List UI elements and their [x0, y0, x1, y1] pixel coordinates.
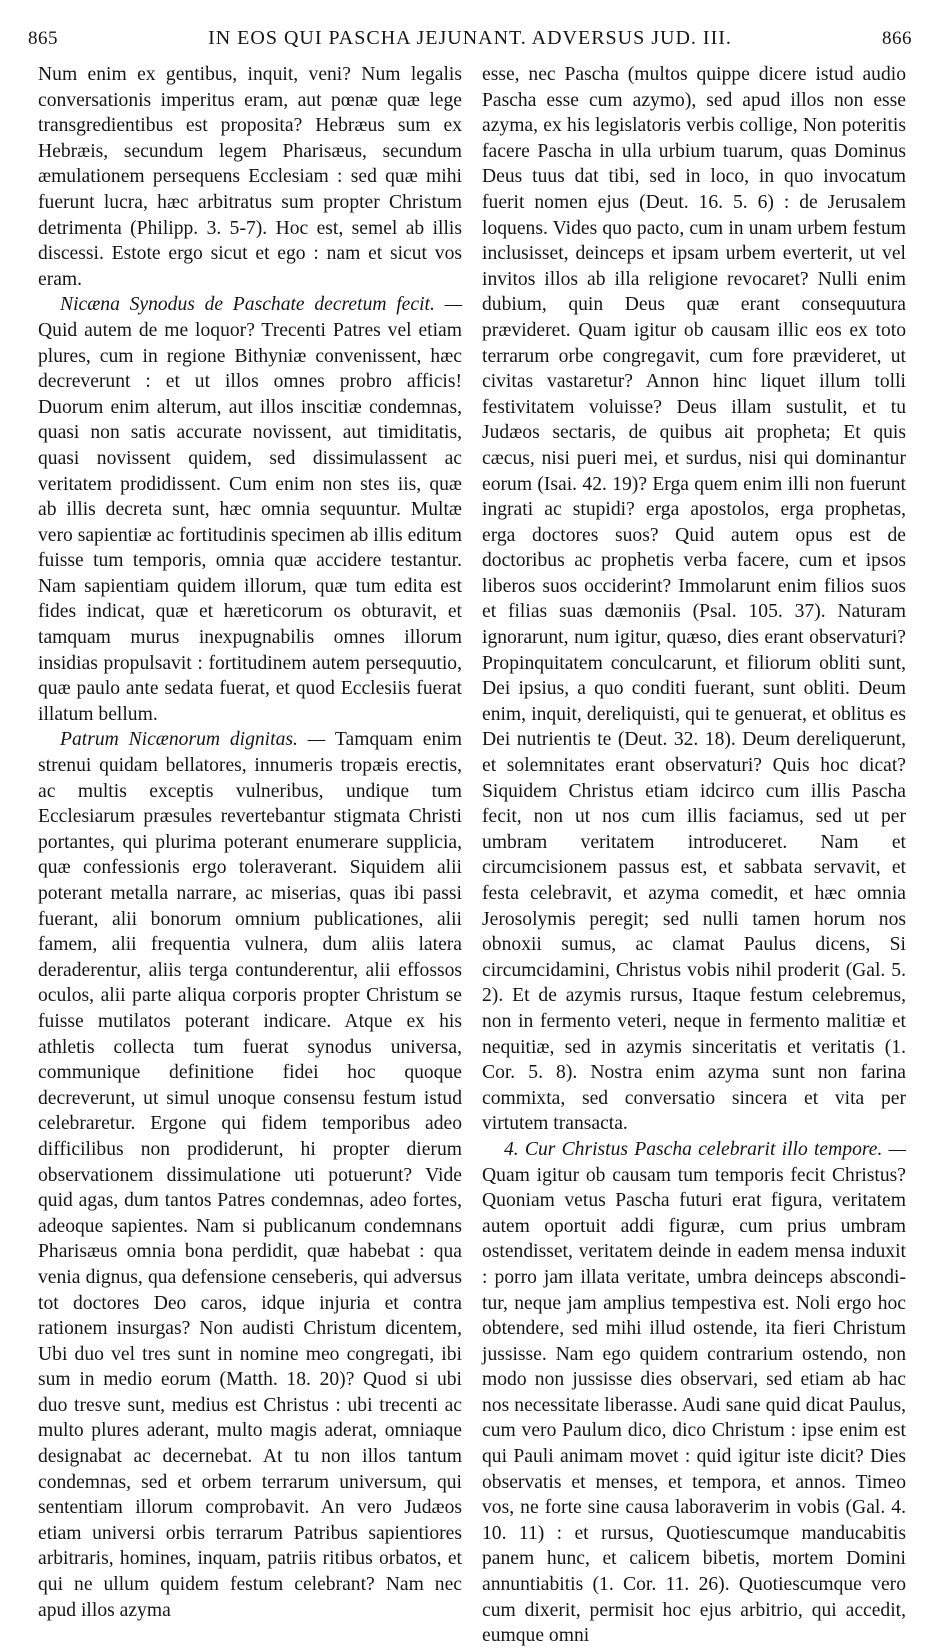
left-column: [38, 62, 462, 1623]
paragraph: [482, 1137, 906, 1649]
paragraph-text: Quam igitur ob causam tum temporis fecit Christus? Quoniam vetus Pascha futuri erat figura, veritatem autem oportuit addi figuræ, cum prius umbram ostendisset, veritatem deinde in eadem mensa induxit : porro jam illata veritate, umbra deinceps abscondi-tur, neque jam amplius tempestiva est. Noli ergo hoc obtendere, sed mihi illud ostende, ita fieri Christum jussisse. Nam ego quidem contrarium ostendo, non modo non jussisse dies observari, sed etiam ab hac nos necessitate liberasse. Audi sane quid dicat Paulus, cum vero Paulum dico, dico Christum : ipse enim est qui Pauli animam movet : quid igitur iste dicit? Dies observatis et menses, et tempora, et annos. Timeo vos, ne forte sine causa laboraverim in vobis (Gal. 4. 10. 11) : et rursus, Quotiescumque manducabitis panem hunc, et calicem bibetis, mortem Domini annuntiabitis (1. Cor. 11. 26). Quotiescumque vero cum dixerit, permisit hoc ejus arbitrio, qui accedit, eumque omni: [482, 1164, 906, 1647]
paragraph: [38, 62, 462, 292]
paragraph: [38, 292, 462, 727]
paragraph: [38, 727, 462, 1623]
section-heading: Nicæna Synodus de Paschate decretum fecit. —: [60, 294, 462, 316]
running-header: [28, 20, 912, 50]
paragraph-text: Tamquam enim strenui quidam bellatores, innumeris tropæis erectis, ac multis exceptis vulneribus, undique tum Ecclesiarum præsules revertebantur stigmata Christi portantes, qui plurima poterant enumerare supplicia, quæ confessionis ergo toleraverant. Siquidem alii poterant metalla narrare, ac miserias, quas ibi passi fuerant, alii bonorum omnium publicationes, alii famem, alii frequentia vulnera, dum aliis latera deraderentur, aliis terga contunderentur, alii effossos oculos, alii parte aliqua corporis propter Christum se fuisse mutilatos poterant indicare. Atque ex his athletis collecta tum fuerat synodus universa, communique definitione fidei hoc quoque decreverunt, ut simul unoque consensu festum istud celebraretur. Ergone qui fidem temporibus adeo difficilibus non prodiderunt, hi propter dierum observationem dissimulatione uti potuerunt? Vide quid agas, dum tantos Patres condemnas, adeo fortes, adeoque sapientes. Nam si publicanum condemnans Pharisæus omnia bona perdidit, quæ habebat : qua venia dignus, qua defensione censeberis, qui adversus tot doctores Deo caros, idque injuria et contra rationem insurgas? Non audisti Christum dicentem, Ubi duo vel tres sunt in nomine meo congregati, ibi sum in medio eorum (Matth. 18. 20)? Quod si ubi duo tresve sunt, medius est Christus : ubi trecenti ac multo plures aderant, multo magis aderat, omniaque designabat ac decernebat. At tu non illos tantum condemnas, sed et orbem terrarum universum, qui sententiam illorum comprobavit. An vero Judæos etiam universi orbis terrarum Patribus sapientiores arbitraris, homines, inquam, patriis ritibus orbatos, et qui ne ullum quidem festum celebrant? Nam nec apud illos azyma: [38, 729, 462, 1621]
right-column: [482, 62, 906, 1649]
paragraph-text: Quid autem de me loquor? Trecenti Patres vel etiam plures, cum in regione Bithyniæ convenissent, hæc decreverunt : et ut illos omnes probro afficis! Duorum enim alterum, aut illos inscitiæ condemnas, quasi non satis accurate novissent, aut timiditatis, quasi novissent quidem, sed dissimulassent ac veritatem prodidissent. Cum enim non stes iis, quæ ab illis decreta sunt, hæc omnia sequuntur. Multæ vero sapientiæ ac fortitudinis specimen ab illis editum fuisse tum temporis, omnia quæ accidere testantur. Nam sapientiam quidem illorum, quæ tum edita est fides indicat, quæ et hæreticorum os obturavit, et tamquam murus inexpugnabilis omnes illorum insidias propulsavit : fortitudinem autem persequutio, quæ paulo ante sedata fuerat, et quod Ecclesiis fuerat illatum bellum.: [38, 319, 462, 725]
running-title: IN EOS QUI PASCHA JEJUNANT. ADVERSUS JUD. III.: [208, 27, 732, 49]
paragraph-text: esse, nec Pascha (multos quippe dicere istud audio Pascha esse cum azymo), sed apud illos non esse azyma, ex his legislatoris verbis collige, Non poteritis facere Pascha in ulla urbium tuarum, quas Dominus Deus tuus dat tibi, sed in loco, in quo invocatum fuerit nomen ejus (Deut. 16. 5. 6) : de Jerusalem loquens. Vides quo pacto, cum in unam urbem festum inclusisset, deinceps et ipsam urbem everterit, ut vel invitos illos ab illa religione revocaret? Nulli enim dubium, quin Deus quæ erant consequutura prævideret. Quam igitur ob causam illic eos ex toto terrarum orbe congregavit, cum fore prævideret, ut civitas vastaretur? Annon hinc liquet illum tolli festivitatem voluisse? Deus illam sustulit, et tu Judæos sectaris, de quibus ait propheta; Et quis cæcus, nisi pueri mei, et surdus, nisi qui dominantur eorum (Isai. 42. 19)? Erga quem enim illi non fuerunt ingrati ac stupidi? erga apostolos, erga prophetas, erga doctores suos? Quid autem opus est de doctoribus ac prophetis verba facere, cum et ipsos liberos suos occiderint? Immolarunt enim filios suos et filias suas dæmoniis (Psal. 105. 37). Naturam ignorarunt, num igitur, quæso, dies erant observaturi? Propinquitatem conculcarunt, et filiorum obliti sunt, Dei ipsius, a quo conditi fuerant, sunt obliti. Deum enim, inquit, dereliquisti, qui te genuerat, et oblitus es Dei nutrientis te (Deut. 32. 18). Deum dereliquerunt, et solemnitates erant observaturi? Quis hoc dicat? Siquidem Christus etiam idcirco cum illis Pascha fecit, non ut nos cum illis faciamus, sed ut per umbram veritatem introduceret. Nam et circumcisionem passus est, et sabbata servavit, et festa celebravit, et azyma comedit, et hæc omnia Jerosolymis peregit; sed nulli tamen horum nos obnoxii sumus, ac clamat Paulus dicens, Si circumcidamini, Christus vobis nihil proderit (Gal. 5. 2). Et de azymis rursus, Itaque festum celebremus, non in fermento veteri, neque in fermento malitiæ et nequitiæ, sed in azymis sinceritatis et veritatis (1. Cor. 5. 8). Nostra enim azyma sunt non farina commixta, sed conversatio sincera et vita per virtutem transacta.: [482, 64, 906, 1135]
page-number-left: 865: [28, 28, 58, 49]
section-heading: 4. Cur Christus Pascha celebrarit illo tempore. —: [504, 1138, 906, 1160]
section-heading: Patrum Nicænorum dignitas. —: [60, 729, 335, 751]
paragraph: [482, 62, 906, 1137]
paragraph-text: Num enim ex gentibus, inquit, veni? Num legalis conversationis imperitus eram, aut pœnæ quæ lege transgredientibus est proposita? Hebræus sum ex Hebræis, secundum legem Pharisæus, secundum æmulationem persequens Ecclesiam : sed quæ mihi fuerunt lucra, hæc arbitratus sum propter Christum detrimenta (Philipp. 3. 5-7). Hoc est, semel ab illis discessi. Estote ergo sicut et ego : nam et sicut vos eram.: [38, 64, 462, 290]
page-number-right: 866: [881, 28, 912, 49]
